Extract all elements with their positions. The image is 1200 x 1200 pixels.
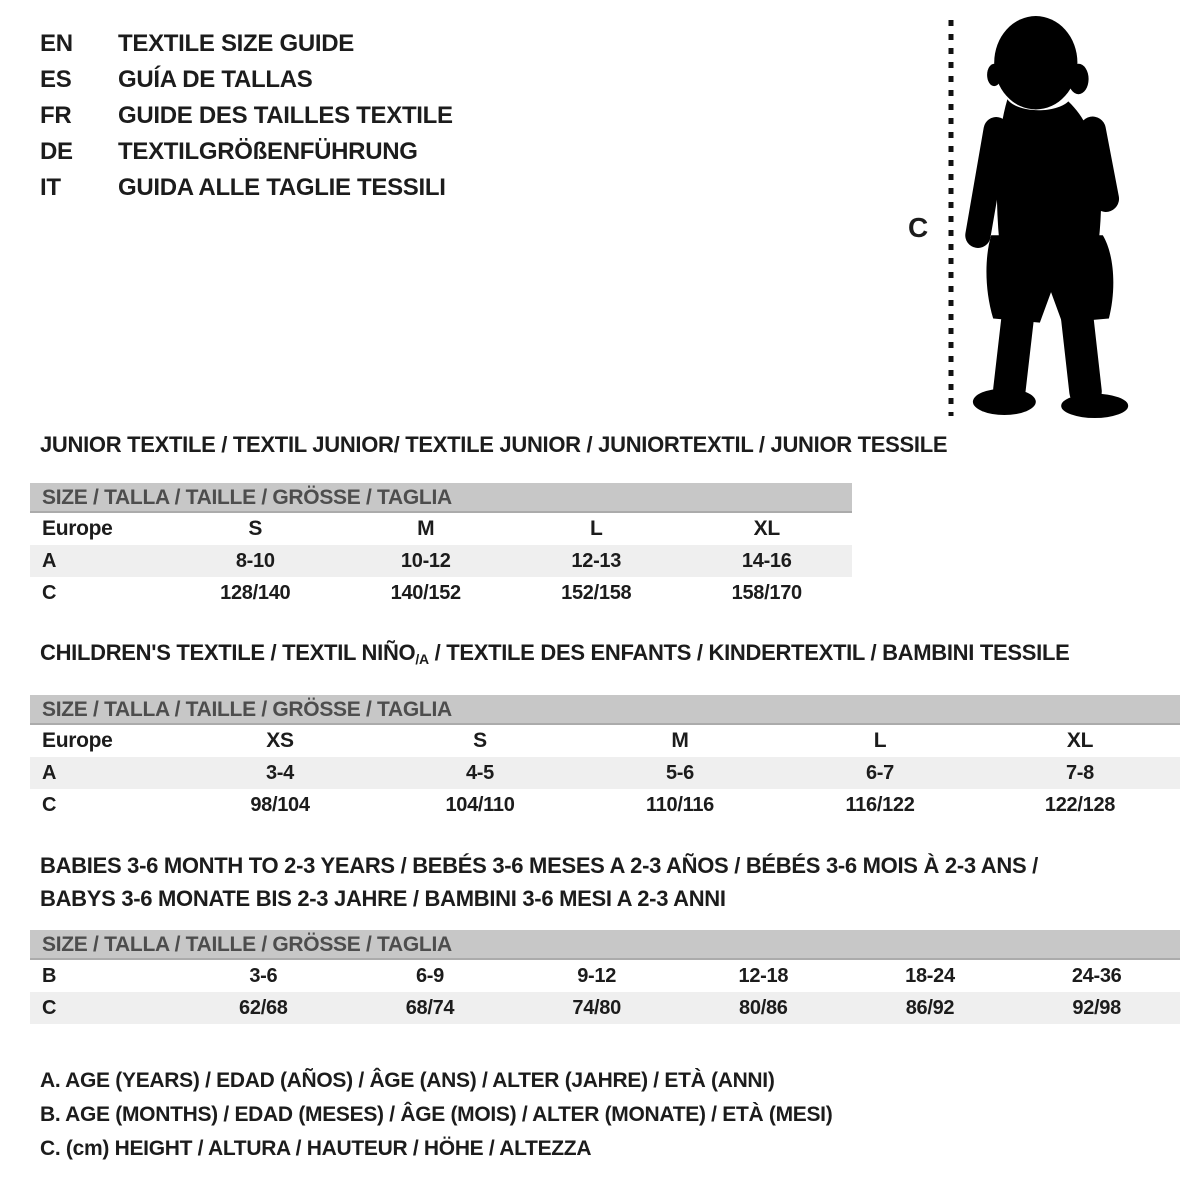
table-cell: 116/122 [845,793,915,816]
column-header: M [417,517,435,540]
language-title-list [40,26,453,206]
table-cell: 92/98 [1072,996,1121,1019]
table-cell: 3-4 [265,761,294,784]
column-header: S [473,729,487,752]
babies-size-header-bar: SIZE / TALLA / TAILLE / GRÖSSE / TAGLIA [30,930,1180,960]
row-label: C [42,793,57,816]
toddler-silhouette-icon [960,12,1138,418]
junior-row-age [30,545,852,577]
junior-section-title: JUNIOR TEXTILE / TEXTIL JUNIOR/ TEXTILE JUNIOR / JUNIORTEXTIL / JUNIOR TESSILE [40,432,948,457]
table-cell: 4-5 [465,761,494,784]
babies-section-title-line1: BABIES 3-6 MONTH TO 2-3 YEARS / BEBÉS 3-6 MESES A 2-3 AÑOS / BÉBÉS 3-6 MOIS À 2-3 ANS / [40,853,1038,878]
children-column-header-row [30,725,1180,757]
junior-row-height [30,577,852,609]
table-cell: 86/92 [905,996,955,1019]
column-header: L [589,517,603,540]
babies-section-title-line2: BABYS 3-6 MONATE BIS 2-3 JAHRE / BAMBINI 3-6 MESI A 2-3 ANNI [40,886,726,911]
column-header: XS [266,729,294,752]
column-header: S [248,517,263,540]
language-row-de [40,134,453,170]
legend-line-age-years: A. AGE (YEARS) / EDAD (AÑOS) / ÂGE (ANS) / ALTER (JAHRE) / ETÀ (ANNI) [40,1069,775,1092]
measurement-legend [40,1064,832,1166]
row-label: B [42,964,57,987]
table-cell: 140/152 [390,581,461,604]
table-cell: 158/170 [731,581,802,604]
table-cell: 152/158 [561,581,632,604]
row-label: A [42,549,57,572]
column-header: XL [753,517,780,540]
table-cell: 3-6 [249,964,278,987]
children-title-suffix: / TEXTILE DES ENFANTS / KINDERTEXTIL / BAMBINI TESSILE [428,640,1070,665]
children-row-age [30,757,1180,789]
table-cell: 98/104 [250,793,310,816]
height-measure-line [946,18,956,418]
table-cell: 14-16 [741,549,792,572]
table-cell: 122/128 [1044,793,1116,816]
table-cell: 6-9 [415,964,444,987]
row-label: A [42,761,57,784]
table-cell: 12-18 [738,964,789,987]
table-cell: 18-24 [905,964,955,987]
language-title: GUIDA ALLE TAGLIE TESSILI [118,174,446,201]
table-cell: 110/116 [646,793,714,816]
column-header: Europe [42,729,113,752]
children-textile-section [30,641,1180,821]
table-cell: 24-36 [1071,964,1122,987]
junior-textile-section [30,432,948,609]
legend-line-height: C. (cm) HEIGHT / ALTURA / HAUTEUR / HÖHE / ALTEZZA [40,1137,592,1160]
table-cell: 6-7 [865,761,894,784]
language-code: IT [40,174,61,201]
children-title-prefix: CHILDREN'S TEXTILE / TEXTIL NIÑO [40,640,416,665]
table-cell: 62/68 [239,996,288,1019]
babies-textile-section [30,849,1180,1024]
junior-column-header-row [30,513,852,545]
language-title: TEXTILGRÖßENFÜHRUNG [118,138,418,165]
legend-line-age-months: B. AGE (MONTHS) / EDAD (MESES) / ÂGE (MOIS) / ALTER (MONATE) / ETÀ (MESI) [40,1103,833,1126]
language-row-es [40,62,453,98]
height-measure-label: C [908,212,928,243]
column-header: L [873,729,887,752]
language-code: EN [40,30,73,57]
language-title: GUIDE DES TAILLES TEXTILE [118,102,453,129]
column-header: XL [1066,729,1094,752]
table-cell: 7-8 [1065,761,1094,784]
language-title: TEXTILE SIZE GUIDE [118,30,354,57]
table-cell: 10-12 [400,549,451,572]
language-row-it [40,170,453,206]
language-code: DE [40,138,73,165]
height-measure-figure [900,10,1170,422]
table-cell: 128/140 [220,581,291,604]
table-cell: 104/110 [445,793,515,816]
table-cell: 74/80 [572,996,621,1019]
children-section-title [30,641,1180,671]
table-cell: 8-10 [235,549,275,572]
table-cell: 9-12 [577,964,617,987]
children-size-header-bar: SIZE / TALLA / TAILLE / GRÖSSE / TAGLIA [30,695,1180,725]
language-code: FR [40,102,72,129]
children-title-subscript: /A [415,651,429,667]
row-label: C [42,996,57,1019]
language-row-en [40,26,453,62]
table-cell: 12-13 [571,549,622,572]
children-row-height [30,789,1180,821]
row-label: C [42,581,57,604]
column-header: Europe [42,517,113,540]
babies-row-height [30,992,1180,1024]
table-cell: 80/86 [739,996,788,1019]
language-code: ES [40,66,72,93]
column-header: M [671,729,689,752]
junior-size-header-bar: SIZE / TALLA / TAILLE / GRÖSSE / TAGLIA [30,483,852,513]
language-title: GUÍA DE TALLAS [118,66,313,93]
table-cell: 68/74 [405,996,455,1019]
babies-row-age-months [30,960,1180,992]
language-row-fr [40,98,453,134]
table-cell: 5-6 [665,761,694,784]
